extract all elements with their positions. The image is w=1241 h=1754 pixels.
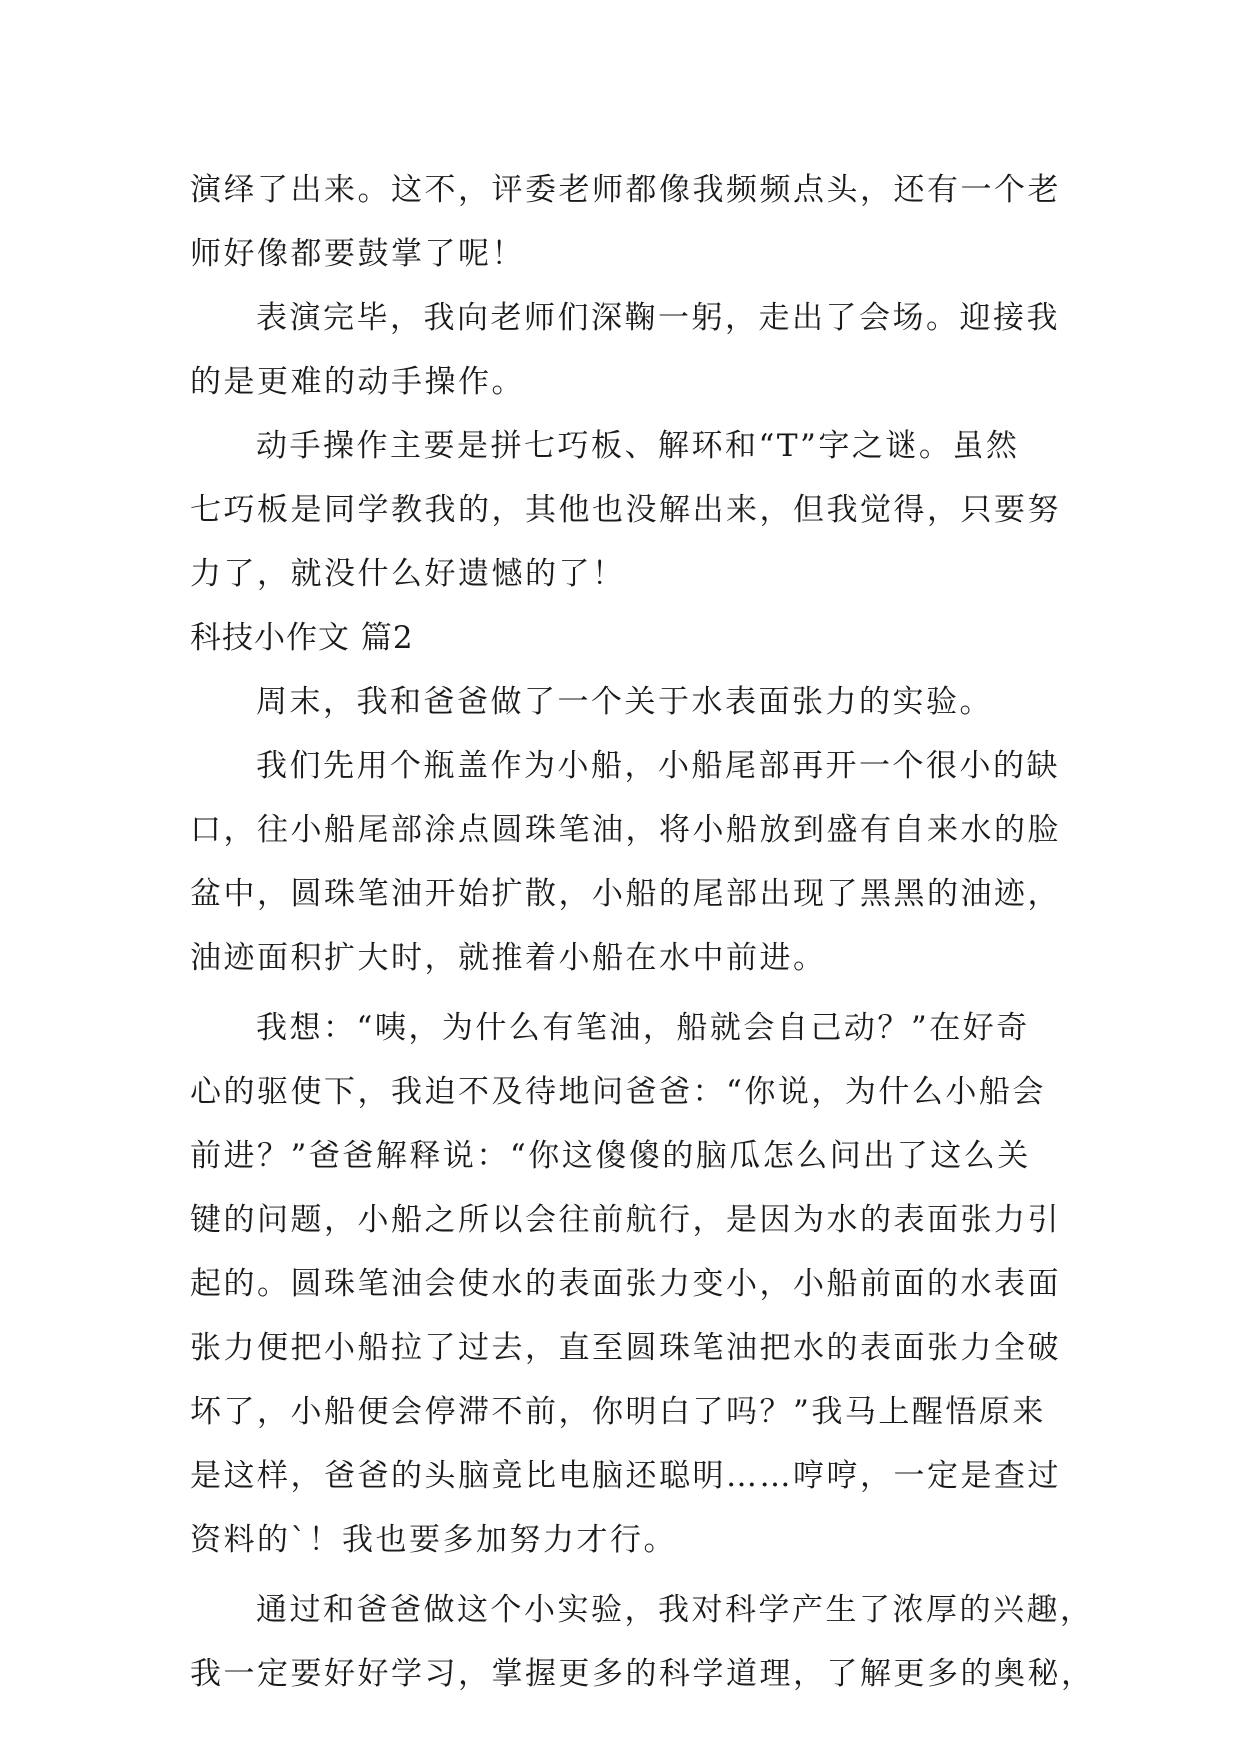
text-line: 演绎了出来。这不，评委老师都像我频频点头，还有一个老 — [190, 172, 1061, 208]
text-line: 心的驱使下，我迫不及待地问爸爸：“你说，为什么小船会 — [190, 1074, 1046, 1110]
text-line: 张力便把小船拉了过去，直至圆珠笔油把水的表面张力全破 — [190, 1330, 1061, 1366]
paragraph-start-line: 我们先用个瓶盖作为小船，小船尾部再开一个很小的缺 — [256, 748, 1060, 784]
text-line: 坏了，小船便会停滞不前，你明白了吗？”我马上醒悟原来 — [190, 1394, 1046, 1430]
section-heading: 科技小作文 篇2 — [190, 620, 414, 656]
text-line: 资料的`！我也要多加努力才行。 — [190, 1522, 677, 1558]
text-line: 的是更难的动手操作。 — [190, 364, 525, 400]
text-line: 力了，就没什么好遗憾的了！ — [190, 556, 626, 592]
text-line: 是这样，爸爸的头脑竟比电脑还聪明……哼哼，一定是查过 — [190, 1458, 1061, 1494]
text-line: 前进？”爸爸解释说：“你这傻傻的脑瓜怎么问出了这么关 — [190, 1138, 1031, 1174]
text-line: 口，往小船尾部涂点圆珠笔油，将小船放到盛有自来水的脸 — [190, 812, 1061, 848]
document-body — [190, 158, 1095, 1706]
text-line: 师好像都要鼓掌了呢！ — [190, 236, 525, 272]
text-line: 我一定要好好学习，掌握更多的科学道理，了解更多的奥秘， — [190, 1656, 1095, 1692]
text-line: 键的问题，小船之所以会往前航行，是因为水的表面张力引 — [190, 1202, 1061, 1238]
text-line: 起的。圆珠笔油会使水的表面张力变小，小船前面的水表面 — [190, 1266, 1061, 1302]
text-line: 七巧板是同学教我的，其他也没解出来，但我觉得，只要努 — [190, 492, 1061, 528]
paragraph-start-line: 动手操作主要是拼七巧板、解环和“T”字之谜。虽然 — [256, 428, 1020, 464]
paragraph-start-line: 通过和爸爸做这个小实验，我对科学产生了浓厚的兴趣， — [256, 1592, 1094, 1628]
text-line: 油迹面积扩大时，就推着小船在水中前进。 — [190, 940, 827, 976]
paragraph-start-line: 我想：“咦，为什么有笔油，船就会自己动？”在好奇 — [256, 1010, 1030, 1046]
text-line: 盆中，圆珠笔油开始扩散，小船的尾部出现了黑黑的油迹， — [190, 876, 1061, 912]
paragraph-start-line: 表演完毕，我向老师们深鞠一躬，走出了会场。迎接我 — [256, 300, 1060, 336]
paragraph-start-line: 周末，我和爸爸做了一个关于水表面张力的实验。 — [256, 684, 993, 720]
